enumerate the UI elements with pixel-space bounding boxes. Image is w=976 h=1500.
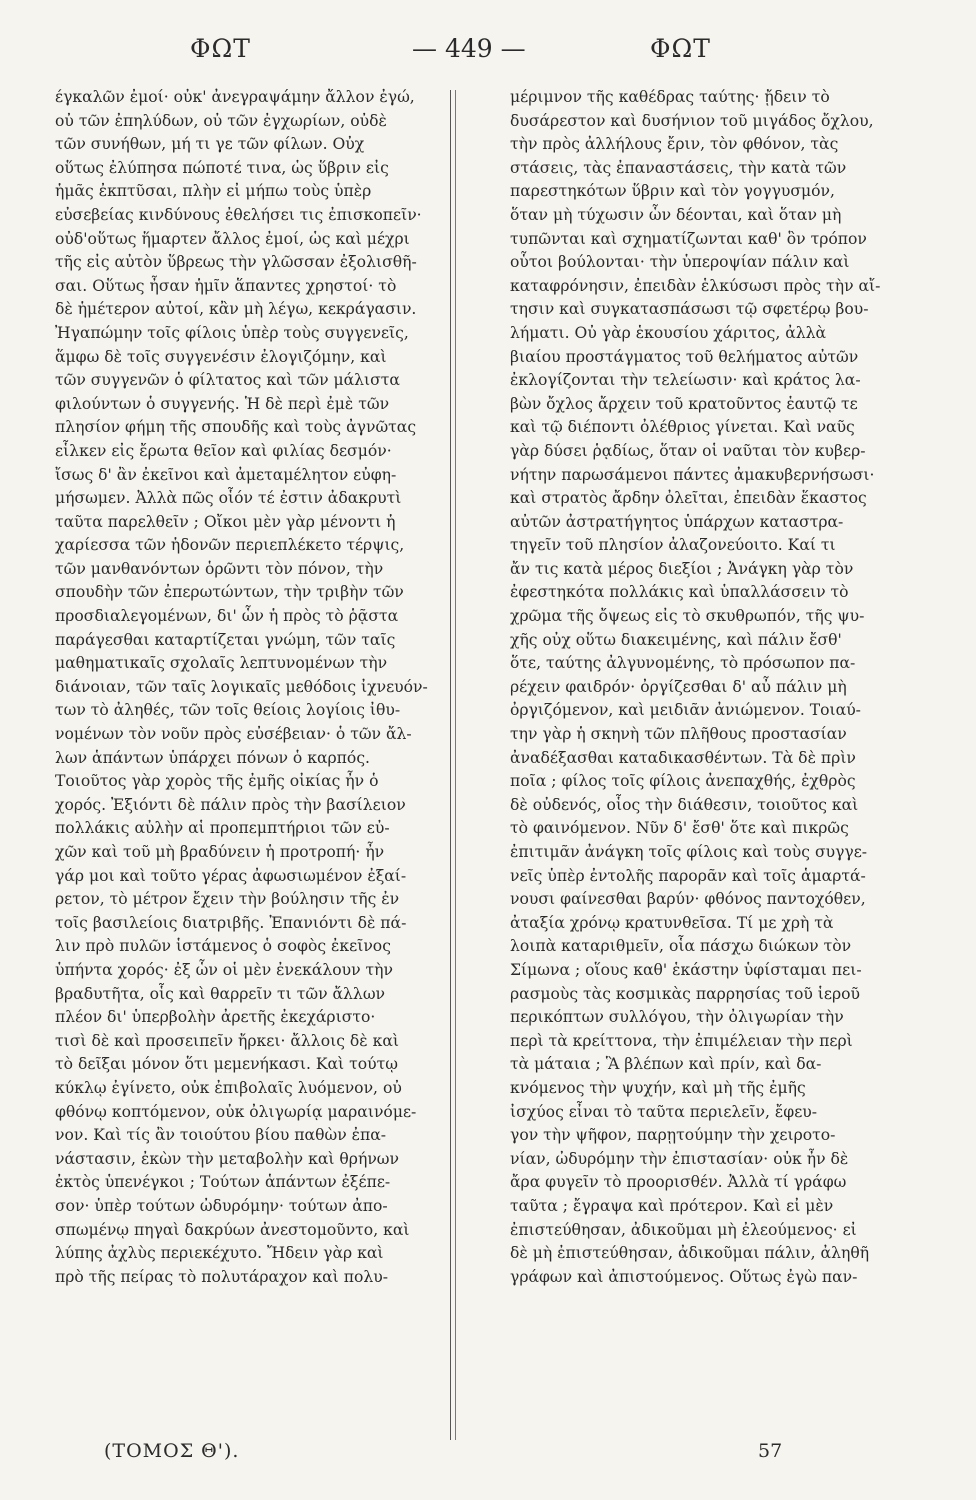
- text-line: προσδιαλεγομένων, δι' ὧν ἡ πρὸς τὸ ῥᾷστα: [55, 607, 399, 626]
- text-line: καταφρόνησιν, ἐπειδὰν ἑλκύσωσι πρὸς τὴν αἴ-: [510, 276, 881, 295]
- text-line: πολλάκις αὐλὴν αἱ προπεμπτήριοι τῶν εὐ-: [55, 819, 390, 838]
- text-line: ὑπήντα χορός· ἐξ ὧν οἱ μὲν ἐνεκάλουν τὴν: [55, 960, 394, 979]
- text-line: των τὸ ἀληθές, τῶν τοῖς θείοις λογίοις ἰθυ-: [55, 701, 401, 720]
- text-line: λιν πρὸ πυλῶν ἱστάμενος ὁ σοφὸς ἐκεῖνος: [55, 937, 391, 956]
- text-line: ἴσως δ' ἂν ἐκεῖνοι καὶ ἀμεταμέλητον εὐφη-: [55, 465, 397, 484]
- text-line: ἐκτὸς ὑπενέγκοι ; Τούτων ἁπάντων ἐξέπε-: [55, 1173, 391, 1192]
- text-line: πλέον δι' ὑπερβολὴν ἀρετῆς ἐκεχάριστο·: [55, 1008, 376, 1027]
- header-left-word: ΦΩΤ: [190, 34, 251, 63]
- text-line: τηγεῖν τοῦ πλησίον ἀλαζονεύοιτο. Καί τι: [510, 536, 836, 555]
- text-line: τῶν συνήθων, μή τι γε τῶν φίλων. Οὐχ: [55, 135, 365, 154]
- text-line: ὅτε, ταύτης ἀλγυνομένης, τὸ πρόσωπον πα-: [510, 654, 856, 673]
- signature-number: 57: [758, 1440, 783, 1462]
- text-line: δὲ ἡμέτερον αὐτοί, κἂν μὴ λέγω, κεκράγασιν.: [55, 300, 417, 319]
- text-line: τισὶ δὲ καὶ προσειπεῖν ἤρκει· ἄλλοις δὲ καὶ: [55, 1031, 399, 1050]
- text-line: Τοιοῦτος γὰρ χορὸς τῆς ἐμῆς οἰκίας ἦν ὁ: [55, 772, 379, 791]
- header-right-word: ΦΩΤ: [650, 34, 711, 63]
- text-line: φθόνῳ κοπτόμενον, οὐκ ὀλιγωρίᾳ μαραινόμε-: [55, 1102, 417, 1121]
- text-line: ἐκλογίζονται τὴν τελείωσιν· καὶ κράτος λα-: [510, 371, 861, 390]
- text-line: σπωμένῳ πηγαὶ δακρύων ἀνεστομοῦντο, καὶ: [55, 1220, 410, 1239]
- text-line: ἀταξία χρόνῳ κρατυνθεῖσα. Τί με χρὴ τὰ: [510, 913, 834, 932]
- text-line: παρεστηκότων ὕβριν καὶ τὸν γογγυσμόν,: [510, 182, 835, 201]
- text-line: βὼν ὄχλος ἄρχειν τοῦ κρατοῦντος ἑαυτῷ τε: [510, 394, 858, 413]
- text-line: νεῖς ὑπὲρ ἐντολῆς παρορᾶν καὶ τοῖς ἁμαρτά-: [510, 866, 866, 885]
- text-line: εὐσεβείας κινδύνους ἐθελήσει τις ἐπισκοπεῖν·: [55, 205, 422, 224]
- text-line: τῆς εἰς αὐτὸν ὕβρεως τὴν γλῶσσαν ἐξολισθῆ-: [55, 253, 417, 272]
- text-line: κνόμενος τὴν ψυχήν, καὶ μὴ τῆς ἐμῆς: [510, 1078, 806, 1097]
- text-line: τὴν πρὸς ἀλλήλους ἔριν, τὸν φθόνον, τὰς: [510, 135, 839, 154]
- text-line: ταῦτα παρελθεῖν ; Οἴκοι μὲν γὰρ μένοντι ἡ: [55, 512, 396, 531]
- text-line: σπουδὴν τῶν ἐπερωτώντων, τὴν τριβὴν τῶν: [55, 583, 404, 602]
- text-line: έγκαλῶν ἐμοί· οὐκ' ἀνεγραψάμην ἄλλον ἐγώ,: [55, 88, 415, 106]
- page-number: — 449 —: [412, 34, 526, 63]
- text-line: πλησίον φήμη τῆς σπουδῆς καὶ τοὺς ἀγνῶτας: [55, 418, 417, 437]
- text-line: εἷλκεν εἰς ἔρωτα θεῖον καὶ φιλίας δεσμόν·: [55, 441, 392, 460]
- text-line: τῶν συγγενῶν ὁ φίλτατος καὶ τῶν μάλιστα: [55, 371, 400, 390]
- text-line: παράγεσθαι καταρτίζεται γνώμη, τῶν ταῖς: [55, 630, 396, 649]
- text-line: ρετον, τὸ μέτρον ἔχειν τὴν βούλησιν τῆς ἐν: [55, 890, 400, 909]
- text-line: Σίμωνα ; οἵους καθ' ἑκάστην ὑφίσταμαι πει-: [510, 960, 862, 979]
- column-divider: [450, 90, 451, 1440]
- text-line: μήσωμεν. Ἀλλὰ πῶς οἷόν τέ ἐστιν ἀδακρυτὶ: [55, 489, 402, 508]
- left-text-column: [55, 86, 435, 1289]
- text-line: τὸ φαινόμενον. Νῦν δ' ἔσθ' ὅτε καὶ πικρῶς: [510, 819, 849, 838]
- text-line: νήτην παρωσάμενοι πάντες ἀμακυβερνήσωσι·: [510, 465, 875, 484]
- text-line: λήματι. Οὐ γὰρ ἑκουσίου χάριτος, ἀλλὰ: [510, 323, 827, 342]
- text-line: περὶ τὰ κρείττονα, τὴν ἐπιμέλειαν τὴν περὶ: [510, 1031, 853, 1050]
- text-line: περικόπτων συλλόγου, τὴν ὀλιγωρίαν τὴν: [510, 1008, 844, 1027]
- text-line: Ἠγαπώμην τοῖς φίλοις ὑπὲρ τοὺς συγγενεῖς,: [55, 323, 409, 342]
- text-line: ἐπιτιμᾶν ἀνάγκη τοῖς φίλοις καὶ τοὺς συγγε-: [510, 843, 868, 861]
- text-line: φιλούντων ὁ συγγενής. Ἡ δὲ περὶ ἐμὲ τῶν: [55, 394, 390, 413]
- text-line: την γὰρ ἡ σκηνὴ τῶν πλῆθους προστασίαν: [510, 725, 847, 744]
- text-line: ἐπιστεύθησαν, ἀδικοῦμαι μὴ ἐλεούμενος· εἰ: [510, 1220, 857, 1239]
- text-line: πρὸ τῆς πείρας τὸ πολυτάραχον καὶ πολυ-: [55, 1267, 388, 1286]
- text-line: ἄν τις κατὰ μέρος διεξίοι ; Ἀνάγκη γὰρ τὸν: [510, 559, 854, 578]
- text-line: στάσεις, τὰς ἐπαναστάσεις, τὴν κατὰ τῶν: [510, 158, 847, 177]
- text-line: χῆς οὐχ οὕτω διακειμένης, καὶ πάλιν ἔσθ': [510, 630, 842, 649]
- text-line: νον. Καὶ τίς ἂν τοιούτου βίου παθὼν ἐπα-: [55, 1126, 387, 1145]
- text-line: ἰσχύος εἶναι τὸ ταῦτα περιελεῖν, ἔφευ-: [510, 1102, 818, 1121]
- text-line: σαι. Οὕτως ἦσαν ἡμῖν ἅπαντες χρηστοί· τὸ: [55, 276, 397, 295]
- text-line: δὲ μὴ ἐπιστεύθησαν, ἀδικοῦμαι πάλιν, ἀληθῆ: [510, 1244, 870, 1263]
- text-line: χρῶμα τῆς ὄψεως εἰς τὸ σκυθρωπόν, τῆς ψυ-: [510, 607, 865, 626]
- text-line: τυπῶνται καὶ σχηματίζωνται καθ' ὃν τρόπον: [510, 229, 867, 248]
- text-line: οὗτοι βούλονται· τὴν ὑπεροψίαν πάλιν καὶ: [510, 253, 850, 272]
- text-line: οὐ τῶν ἐπηλύδων, οὐ τῶν ἐγχωρίων, οὐδὲ: [55, 111, 387, 130]
- text-line: γράφων καὶ ἀπιστούμενος. Οὕτως ἐγὼ παν-: [510, 1267, 858, 1286]
- text-line: ἀναδέξασθαι καταδικασθέντων. Τὰ δὲ πρὶν: [510, 748, 856, 767]
- text-line: ἡμᾶς ἐκπτῦσαι, πλὴν εἰ μήπω τοὺς ὑπὲρ: [55, 182, 372, 201]
- text-line: οὐδ'οὕτως ἥμαρτεν ἄλλος ἐμοί, ὡς καὶ μέχρι: [55, 229, 410, 248]
- text-line: νουσι φαίνεσθαι βαρύν· φθόνος παντοχόθεν,: [510, 890, 866, 909]
- text-line: ὀργιζόμενον, καὶ μειδιᾶν ἀνιώμενον. Τοιαύ-: [510, 701, 861, 720]
- text-line: νάστασιν, ἐκὼν τὴν μεταβολὴν καὶ θρήνων: [55, 1149, 399, 1168]
- text-line: λων ἁπάντων ὑπάρχει πόνων ὁ καρπός.: [55, 748, 371, 767]
- text-line: αὐτῶν ἀστρατήγητος ὑπάρχων καταστρα-: [510, 512, 844, 531]
- text-line: λοιπὰ καταριθμεῖν, οἷα πάσχω διώκων τὸν: [510, 937, 852, 956]
- text-line: χῶν καὶ τοῦ μὴ βραδύνειν ἡ προτροπή· ἦν: [55, 843, 385, 861]
- text-line: ἐφεστηκότα πολλάκις καὶ ὑπαλλάσσειν τὸ: [510, 583, 849, 602]
- text-line: μέριμνον τῆς καθέδρας ταύτης· ᾔδειν τὸ: [510, 88, 830, 106]
- text-line: νομένων τὸν νοῦν πρὸς εὐσέβειαν· ὁ τῶν ἄλ-: [55, 725, 412, 744]
- text-line: κύκλῳ ἐγίνετο, οὐκ ἐπιβολαῖς λυόμενον, οὐ: [55, 1078, 402, 1097]
- text-line: νίαν, ὠδυρόμην τὴν ἐπιστασίαν· οὐκ ἦν δὲ: [510, 1149, 849, 1168]
- text-line: δυσάρεστον καὶ δυσήνιον τοῦ μιγάδος ὄχλου,: [510, 111, 874, 130]
- running-header: [0, 34, 976, 74]
- text-line: ταῦτα ; ἔγραψα καὶ πρότερον. Καὶ εἰ μὲν: [510, 1196, 834, 1215]
- text-line: τὸ δεῖξαι μόνον ὅτι μεμενήκασι. Καὶ τούτῳ: [55, 1055, 398, 1074]
- text-line: διάνοιαν, τῶν ταῖς λογικαῖς μεθόδοις ἰχνευόν-: [55, 677, 428, 696]
- text-line: τοῖς βασιλείοις διατριβῆς. Ἐπανιόντι δὲ πά-: [55, 913, 407, 932]
- text-line: γὰρ δύσει ῥᾳδίως, ὅταν οἱ ναῦται τὸν κυβερ-: [510, 441, 866, 460]
- text-line: βραδυτῆτα, οἷς καὶ θαρρεῖν τι τῶν ἄλλων: [55, 984, 386, 1003]
- text-line: γάρ μοι καὶ τοῦτο γέρας ἀφωσιωμένον ἐξαί-: [55, 866, 407, 885]
- text-line: βιαίου προστάγματος τοῦ θελήματος αὐτῶν: [510, 347, 859, 366]
- text-line: τῶν μανθανόντων ὁρῶντι τὸν πόνον, τὴν: [55, 559, 384, 578]
- text-line: γον τὴν ψῆφον, παρῃτούμην τὴν χειροτο-: [510, 1126, 836, 1145]
- text-line: ρέχειν φαιδρόν· ὀργίζεσθαι δ' αὖ πάλιν μὴ: [510, 677, 847, 696]
- text-line: ἄρα φυγεῖν τὸ προορισθέν. Ἀλλὰ τί γράφω: [510, 1173, 847, 1192]
- text-line: ὅταν μὴ τύχωσιν ὧν δέονται, καὶ ὅταν μὴ: [510, 205, 842, 224]
- right-text-column: [510, 86, 885, 1289]
- text-line: σον· ὑπὲρ τούτων ὠδυρόμην· τούτων ἀπο-: [55, 1196, 388, 1215]
- column-divider-inner: [455, 90, 456, 1440]
- text-line: δὲ οὐδενός, οἷος τὴν διάθεσιν, τοιοῦτος καὶ: [510, 795, 859, 814]
- text-line: λύπης ἀχλὺς περιεκέχυτο. Ἤδειν γὰρ καὶ: [55, 1244, 384, 1263]
- text-line: ρασμοὺς τὰς κοσμικὰς παρρησίας τοῦ ἱεροῦ: [510, 984, 860, 1003]
- text-line: μαθηματικαῖς σχολαῖς λεπτυνομένων τὴν: [55, 654, 388, 673]
- text-line: ποῖα ; φίλος τοῖς φίλοις ἀνεπαχθής, ἐχθρὸς: [510, 772, 856, 791]
- text-line: τησιν καὶ συγκατασπάσωσι τῷ σφετέρῳ βου-: [510, 300, 869, 319]
- text-line: ἅμφω δὲ τοῖς συγγενέσιν ἐλογιζόμην, καὶ: [55, 347, 387, 366]
- text-line: καὶ τῷ διέποντι ὀλέθριος γίνεται. Καὶ ναῦς: [510, 418, 855, 437]
- text-line: οὕτως ἐλύπησα πώποτέ τινα, ὡς ὕβριν εἰς: [55, 158, 389, 177]
- volume-signature: (ΤΟΜΟΣ Θ').: [104, 1440, 240, 1462]
- text-line: χορός. Ἐξιόντι δὲ πάλιν πρὸς τὴν βασίλειον: [55, 795, 406, 814]
- text-line: καὶ στρατὸς ἄρδην ὀλεῖται, ἐπειδὰν ἕκαστος: [510, 489, 867, 508]
- text-line: τὰ μάταια ; Ἃ βλέπων καὶ πρίν, καὶ δα-: [510, 1055, 822, 1074]
- text-line: χαρίεσσα τῶν ἡδονῶν περιεπλέκετο τέρψις,: [55, 536, 405, 555]
